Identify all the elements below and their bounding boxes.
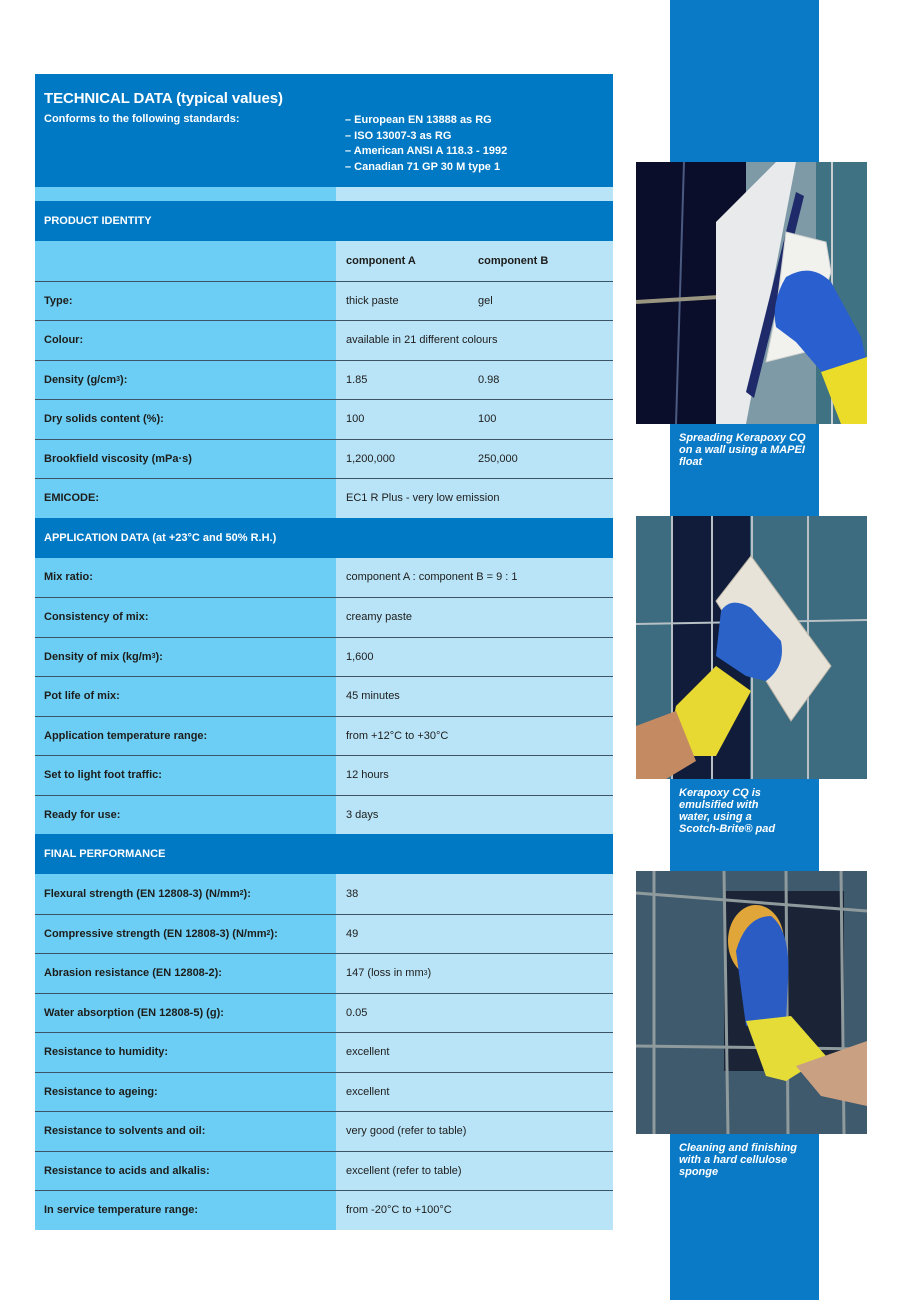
photo-caption: Cleaning and finishing with a hard cellulose sponge [679,1142,797,1178]
row-label: Application temperature range: [35,717,336,756]
technical-data-header [35,74,613,187]
row-label: Density of mix (kg/m 3 ): [35,638,336,677]
row-value: 45 minutes [336,677,613,716]
row-value: 3 days [336,796,613,835]
standards-list [345,113,507,175]
table-row-service-temperature [35,1190,613,1230]
table-row-abrasion-resistance [35,953,613,993]
table-row-viscosity [35,439,613,479]
table-row-mix-ratio [35,558,613,598]
row-label: EMICODE: [35,479,336,518]
table-row-flexural-strength [35,874,613,914]
row-label: Set to light foot traffic: [35,756,336,795]
photo-cleaning-sponge [636,871,867,1134]
section-header-application-data: APPLICATION DATA (at +23°C and 50% R.H.) [35,518,613,558]
table-row-resistance-acids [35,1151,613,1191]
row-label: In service temperature range: [35,1191,336,1230]
value-component-b: 100 [478,413,497,426]
row-value: 147 (loss in mm 3 ) [336,954,613,993]
row-value: component A : component B = 9 : 1 [336,558,613,598]
row-label: Abrasion resistance (EN 12808-2): [35,954,336,993]
row-value: creamy paste [336,598,613,637]
table-row-consistency [35,597,613,637]
row-value: 12 hours [336,756,613,795]
row-label: Flexural strength (EN 12808-3) (N/mm 2 ): [35,874,336,914]
table-row-emicode [35,478,613,518]
row-label: Resistance to humidity: [35,1033,336,1072]
table-row-resistance-solvents [35,1111,613,1151]
standard-item: – American ANSI A 118.3 - 1992 [345,145,508,157]
row-label: Ready for use: [35,796,336,835]
row-value: EC1 R Plus - very low emission [336,479,613,518]
section-header-final-performance: FINAL PERFORMANCE [35,834,613,874]
table-row-application-temperature [35,716,613,756]
row-value: 49 [336,915,613,954]
value-component-a: 1.85 [346,373,368,386]
row-value: 0.05 [336,994,613,1033]
photo-spreading-float [636,162,867,424]
column-header-row [35,241,613,281]
row-value: 1,600 [336,638,613,677]
row-value: very good (refer to table) [336,1112,613,1151]
row-value: from +12°C to +30°C [336,717,613,756]
value-component-b: gel [478,294,493,307]
row-label: Consistency of mix: [35,598,336,637]
table-row-compressive-strength [35,914,613,954]
row-label: Compressive strength (EN 12808-3) (N/mm 2 ): [35,915,336,954]
row-label: Resistance to solvents and oil: [35,1112,336,1151]
standard-item: – Canadian 71 GP 30 M type 1 [345,160,501,173]
standard-item: – European EN 13888 as RG [345,114,492,126]
row-label: Resistance to ageing: [35,1073,336,1112]
table-row-resistance-humidity [35,1032,613,1072]
conforms-label: Conforms to the following standards: [44,113,240,125]
photo-caption: Kerapoxy CQ is emulsified with water, using a Scotch-Brite® pad [679,787,776,835]
value-component-b: 0.98 [478,373,500,386]
row-label: Brookfield viscosity (mPa·s) [35,440,336,479]
value-component-a: thick paste [346,294,399,307]
row-value: 38 [336,874,613,914]
row-value: from -20°C to +100°C [336,1191,613,1230]
table-row-density [35,360,613,400]
column-header-component-b: component B [478,254,549,267]
table-row-density-of-mix [35,637,613,677]
row-label: Resistance to acids and alkalis: [35,1152,336,1191]
technical-data-table [35,74,613,1230]
row-label: Mix ratio: [35,558,336,598]
row-label: Dry solids content (%): [35,400,336,439]
row-label: Water absorption (EN 12808-5) (g): [35,994,336,1033]
row-value: available in 21 different colours [336,321,613,360]
table-row-water-absorption [35,993,613,1033]
table-row-ready-for-use [35,795,613,835]
spacer-band [35,187,613,201]
technical-data-title: TECHNICAL DATA (typical values) [44,90,283,107]
row-value: excellent [336,1033,613,1072]
value-component-a: 1,200,000 [346,452,395,465]
table-row-type [35,281,613,321]
row-label: Pot life of mix: [35,677,336,716]
value-component-a: 100 [346,413,365,426]
standard-item: – ISO 13007-3 as RG [345,129,452,142]
row-value: excellent [336,1073,613,1112]
table-row-light-foot-traffic [35,755,613,795]
row-value: excellent (refer to table) [336,1152,613,1191]
column-header-component-a: component A [346,254,416,267]
row-label: Colour: [35,321,336,360]
table-row-pot-life [35,676,613,716]
section-header-product-identity: PRODUCT IDENTITY [35,201,613,241]
photo-caption: Spreading Kerapoxy CQ on a wall using a MAPEI float [679,432,806,468]
row-label: Density (g/cm 3 ): [35,361,336,400]
table-row-resistance-ageing [35,1072,613,1112]
table-row-colour [35,320,613,360]
row-label: Type: [35,282,336,321]
photo-emulsifying-pad [636,516,867,779]
table-row-dry-solids [35,399,613,439]
value-component-b: 250,000 [478,452,518,465]
